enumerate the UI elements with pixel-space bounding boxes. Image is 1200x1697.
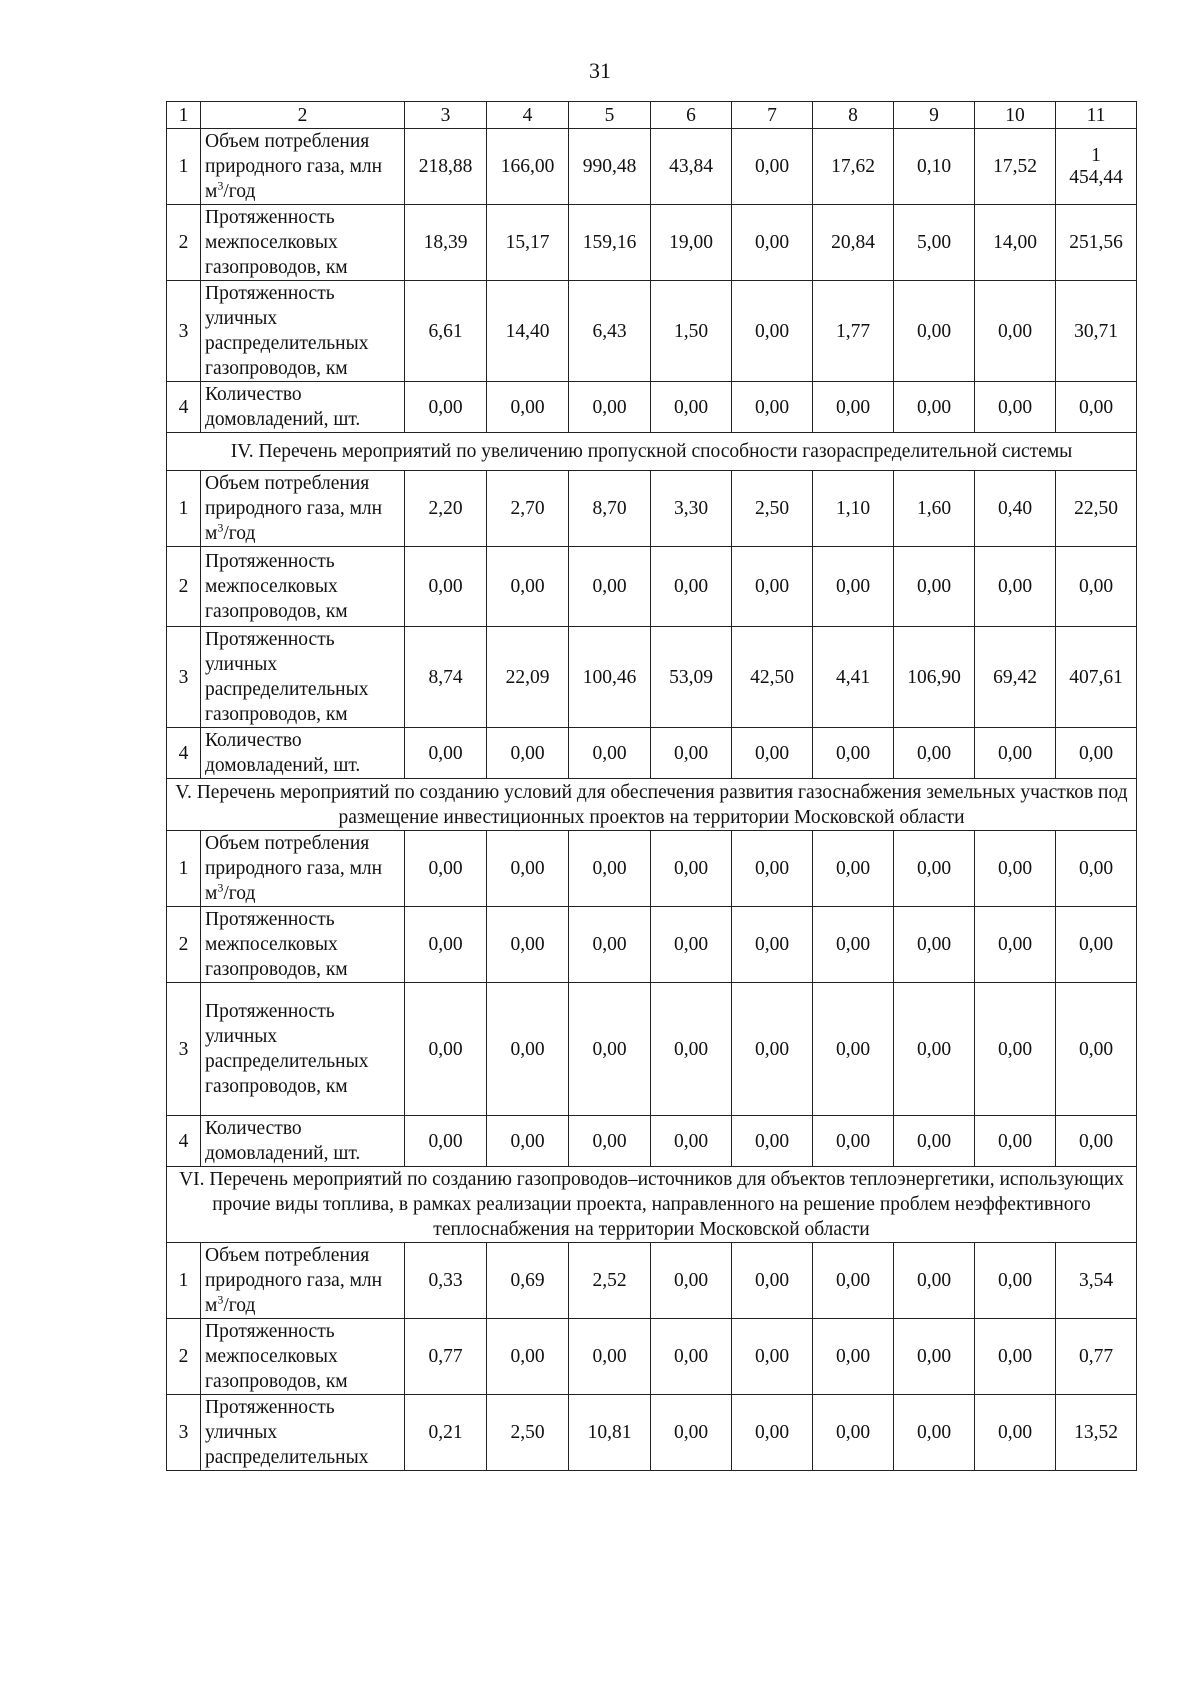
header-cell: 2 xyxy=(201,102,405,129)
row-number: 1 xyxy=(167,471,201,547)
value-cell: 1,77 xyxy=(813,281,894,382)
value-cell: 0,00 xyxy=(975,831,1056,907)
value-cell: 1,60 xyxy=(894,471,975,547)
row-name-unit: /год xyxy=(223,883,256,904)
value-cell: 0,00 xyxy=(487,1319,569,1395)
value-cell: 0,00 xyxy=(487,907,569,983)
value-cell: 14,40 xyxy=(487,281,569,382)
value-cell: 15,17 xyxy=(487,205,569,281)
value-cell: 1,50 xyxy=(651,281,732,382)
value-cell: 0,00 xyxy=(405,728,487,779)
value-cell: 106,90 xyxy=(894,627,975,728)
row-name: Протяженность уличных распределительных xyxy=(201,1395,405,1471)
table-row xyxy=(167,1243,1137,1319)
value-cell: 0,00 xyxy=(732,281,813,382)
value-cell: 0,00 xyxy=(651,831,732,907)
table-row xyxy=(167,1319,1137,1395)
value-cell: 0,10 xyxy=(894,129,975,205)
value-cell: 43,84 xyxy=(651,129,732,205)
value-cell: 0,00 xyxy=(894,1395,975,1471)
header-cell: 8 xyxy=(813,102,894,129)
value-cell: 0,00 xyxy=(651,1243,732,1319)
value-cell: 0,00 xyxy=(975,1116,1056,1167)
row-name-superscript: 3 xyxy=(217,520,224,535)
value-cell: 100,46 xyxy=(569,627,651,728)
value-cell: 0,00 xyxy=(975,728,1056,779)
row-number: 2 xyxy=(167,907,201,983)
value-cell: 0,00 xyxy=(569,382,651,433)
header-cell: 9 xyxy=(894,102,975,129)
row-number: 1 xyxy=(167,129,201,205)
row-number: 2 xyxy=(167,1319,201,1395)
value-cell: 19,00 xyxy=(651,205,732,281)
value-cell xyxy=(1056,129,1137,205)
table-row xyxy=(167,129,1137,205)
value-part: 1 xyxy=(1091,144,1101,166)
row-number: 4 xyxy=(167,1116,201,1167)
value-cell: 8,70 xyxy=(569,471,651,547)
value-cell: 22,50 xyxy=(1056,471,1137,547)
table-row xyxy=(167,547,1137,627)
header-cell: 6 xyxy=(651,102,732,129)
value-cell: 407,61 xyxy=(1056,627,1137,728)
value-cell: 69,42 xyxy=(975,627,1056,728)
value-cell: 53,09 xyxy=(651,627,732,728)
value-cell: 0,00 xyxy=(487,1116,569,1167)
value-cell: 0,00 xyxy=(651,547,732,627)
value-cell: 0,00 xyxy=(894,1243,975,1319)
value-cell: 0,00 xyxy=(732,547,813,627)
value-cell: 0,00 xyxy=(651,1319,732,1395)
value-cell: 218,88 xyxy=(405,129,487,205)
row-number: 4 xyxy=(167,382,201,433)
value-cell: 0,00 xyxy=(894,547,975,627)
value-cell: 3,30 xyxy=(651,471,732,547)
value-cell: 0,69 xyxy=(487,1243,569,1319)
row-number: 2 xyxy=(167,205,201,281)
value-cell: 0,00 xyxy=(405,907,487,983)
value-cell: 17,52 xyxy=(975,129,1056,205)
value-cell: 0,00 xyxy=(1056,547,1137,627)
page-number: 31 xyxy=(589,58,611,83)
value-cell: 0,77 xyxy=(405,1319,487,1395)
value-cell: 0,00 xyxy=(813,1395,894,1471)
value-cell: 2,70 xyxy=(487,471,569,547)
row-name: Количество домовладений, шт. xyxy=(201,728,405,779)
section-title: V. Перечень мероприятий по созданию условий для обеспечения развития газоснабжения земельных участков под размещение инвестиционных проектов на территории Московской области xyxy=(167,779,1137,831)
row-name: Протяженность уличных распределительных газопроводов, км xyxy=(201,983,405,1116)
value-cell: 0,00 xyxy=(894,1116,975,1167)
row-name xyxy=(201,471,405,547)
row-number: 3 xyxy=(167,1395,201,1471)
value-cell: 0,21 xyxy=(405,1395,487,1471)
row-number: 3 xyxy=(167,281,201,382)
row-name-text: Объем потребления природного газа, млн м xyxy=(205,833,383,904)
header-cell: 1 xyxy=(167,102,201,129)
value-cell: 0,00 xyxy=(813,728,894,779)
value-cell: 0,77 xyxy=(1056,1319,1137,1395)
row-name xyxy=(201,129,405,205)
value-cell: 0,00 xyxy=(813,1319,894,1395)
table-body xyxy=(167,102,1137,1471)
value-cell: 0,00 xyxy=(651,728,732,779)
value-cell: 0,00 xyxy=(732,205,813,281)
table-row xyxy=(167,382,1137,433)
value-cell: 2,52 xyxy=(569,1243,651,1319)
header-cell: 5 xyxy=(569,102,651,129)
table-row xyxy=(167,983,1137,1116)
row-number: 3 xyxy=(167,983,201,1116)
value-cell: 0,00 xyxy=(405,382,487,433)
table-row xyxy=(167,907,1137,983)
value-cell: 0,00 xyxy=(894,382,975,433)
value-cell: 30,71 xyxy=(1056,281,1137,382)
value-cell: 0,00 xyxy=(894,831,975,907)
value-cell: 13,52 xyxy=(1056,1395,1137,1471)
value-cell: 4,41 xyxy=(813,627,894,728)
value-cell: 0,00 xyxy=(975,1395,1056,1471)
value-cell: 0,00 xyxy=(405,983,487,1116)
value-cell: 0,00 xyxy=(1056,382,1137,433)
value-cell: 0,00 xyxy=(1056,1116,1137,1167)
data-table xyxy=(166,101,1137,1471)
value-cell: 0,00 xyxy=(813,983,894,1116)
value-cell: 0,00 xyxy=(732,1116,813,1167)
value-cell: 0,00 xyxy=(732,1243,813,1319)
value-cell: 2,20 xyxy=(405,471,487,547)
table-row xyxy=(167,1395,1137,1471)
value-cell: 10,81 xyxy=(569,1395,651,1471)
value-cell: 0,00 xyxy=(487,983,569,1116)
value-cell: 0,00 xyxy=(894,728,975,779)
value-cell: 0,00 xyxy=(732,728,813,779)
row-name-text: Объем потребления природного газа, млн м xyxy=(205,473,383,544)
value-cell: 6,43 xyxy=(569,281,651,382)
value-cell: 3,54 xyxy=(1056,1243,1137,1319)
value-cell: 166,00 xyxy=(487,129,569,205)
row-name-superscript: 3 xyxy=(217,178,224,193)
row-name: Протяженность межпоселковых газопроводов, км xyxy=(201,547,405,627)
row-name-unit: /год xyxy=(223,523,256,544)
value-cell: 0,00 xyxy=(975,281,1056,382)
value-cell: 0,00 xyxy=(651,382,732,433)
row-name: Протяженность межпоселковых газопроводов, км xyxy=(201,907,405,983)
table-row xyxy=(167,627,1137,728)
table-row xyxy=(167,281,1137,382)
value-cell: 0,00 xyxy=(975,547,1056,627)
value-cell: 990,48 xyxy=(569,129,651,205)
value-cell: 0,00 xyxy=(732,1319,813,1395)
value-cell: 0,00 xyxy=(651,1395,732,1471)
table-row xyxy=(167,1116,1137,1167)
value-cell: 0,00 xyxy=(813,907,894,983)
row-name: Протяженность межпоселковых газопроводов, км xyxy=(201,1319,405,1395)
value-cell: 0,00 xyxy=(569,831,651,907)
value-cell: 0,00 xyxy=(1056,983,1137,1116)
header-cell: 11 xyxy=(1056,102,1137,129)
header-cell: 3 xyxy=(405,102,487,129)
row-name-text: Объем потребления природного газа, млн м xyxy=(205,131,383,202)
value-cell: 0,00 xyxy=(569,728,651,779)
value-part: 454,44 xyxy=(1069,166,1123,188)
value-cell: 0,00 xyxy=(732,983,813,1116)
value-cell: 5,00 xyxy=(894,205,975,281)
value-cell: 0,00 xyxy=(569,1319,651,1395)
value-cell: 17,62 xyxy=(813,129,894,205)
value-cell: 0,00 xyxy=(487,831,569,907)
value-cell: 0,00 xyxy=(975,983,1056,1116)
value-cell: 0,00 xyxy=(813,1116,894,1167)
row-name-superscript: 3 xyxy=(217,880,224,895)
value-cell: 1,10 xyxy=(813,471,894,547)
value-cell: 0,00 xyxy=(487,547,569,627)
value-cell: 0,00 xyxy=(894,1319,975,1395)
section-title-row xyxy=(167,1167,1137,1243)
value-cell: 0,00 xyxy=(651,983,732,1116)
header-cell: 7 xyxy=(732,102,813,129)
value-cell: 0,40 xyxy=(975,471,1056,547)
header-row xyxy=(167,102,1137,129)
value-cell: 0,33 xyxy=(405,1243,487,1319)
table-row xyxy=(167,831,1137,907)
section-title: IV. Перечень мероприятий по увеличению пропускной способности газораспределительной системы xyxy=(167,433,1137,471)
row-name xyxy=(201,1243,405,1319)
row-number: 1 xyxy=(167,1243,201,1319)
value-cell: 0,00 xyxy=(1056,907,1137,983)
header-cell: 4 xyxy=(487,102,569,129)
value-cell: 0,00 xyxy=(732,831,813,907)
value-cell: 0,00 xyxy=(651,1116,732,1167)
row-number: 4 xyxy=(167,728,201,779)
value-cell: 0,00 xyxy=(1056,831,1137,907)
value-cell: 14,00 xyxy=(975,205,1056,281)
section-title: VI. Перечень мероприятий по созданию газопроводов–источников для объектов теплоэнергетики, использующих прочие виды топлива, в рамках реализации проекта, направленного на решение проблем неэффективного теплоснабжения на территории Московской области xyxy=(167,1167,1137,1243)
row-name xyxy=(201,831,405,907)
row-name-superscript: 3 xyxy=(217,1292,224,1307)
row-name: Протяженность межпоселковых газопроводов, км xyxy=(201,205,405,281)
value-cell: 0,00 xyxy=(732,382,813,433)
value-cell: 0,00 xyxy=(651,907,732,983)
value-cell: 159,16 xyxy=(569,205,651,281)
table-row xyxy=(167,471,1137,547)
row-number: 3 xyxy=(167,627,201,728)
value-cell: 0,00 xyxy=(732,907,813,983)
value-cell: 8,74 xyxy=(405,627,487,728)
value-cell: 0,00 xyxy=(975,1243,1056,1319)
value-cell: 0,00 xyxy=(405,547,487,627)
value-cell: 0,00 xyxy=(569,983,651,1116)
value-cell: 0,00 xyxy=(813,382,894,433)
table-row xyxy=(167,205,1137,281)
value-cell: 42,50 xyxy=(732,627,813,728)
value-cell: 0,00 xyxy=(894,907,975,983)
row-number: 1 xyxy=(167,831,201,907)
value-cell: 0,00 xyxy=(975,907,1056,983)
row-name: Протяженность уличных распределительных газопроводов, км xyxy=(201,281,405,382)
header-cell: 10 xyxy=(975,102,1056,129)
value-cell: 2,50 xyxy=(732,471,813,547)
value-cell: 0,00 xyxy=(405,831,487,907)
section-title-row xyxy=(167,779,1137,831)
value-cell: 22,09 xyxy=(487,627,569,728)
value-cell: 0,00 xyxy=(813,831,894,907)
value-cell: 0,00 xyxy=(487,382,569,433)
value-cell: 0,00 xyxy=(732,129,813,205)
row-name: Количество домовладений, шт. xyxy=(201,1116,405,1167)
table-row xyxy=(167,728,1137,779)
value-cell: 20,84 xyxy=(813,205,894,281)
value-cell: 0,00 xyxy=(894,281,975,382)
value-cell: 0,00 xyxy=(569,547,651,627)
value-cell: 0,00 xyxy=(813,547,894,627)
row-name: Протяженность уличных распределительных газопроводов, км xyxy=(201,627,405,728)
row-name-unit: /год xyxy=(223,1295,256,1316)
value-cell: 0,00 xyxy=(569,1116,651,1167)
value-cell: 0,00 xyxy=(405,1116,487,1167)
value-cell: 0,00 xyxy=(894,983,975,1116)
value-cell: 0,00 xyxy=(732,1395,813,1471)
row-name-text: Объем потребления природного газа, млн м xyxy=(205,1245,383,1316)
value-cell: 0,00 xyxy=(813,1243,894,1319)
row-name-unit: /год xyxy=(223,181,256,202)
row-number: 2 xyxy=(167,547,201,627)
section-title-row xyxy=(167,433,1137,471)
value-cell: 18,39 xyxy=(405,205,487,281)
value-cell: 0,00 xyxy=(975,1319,1056,1395)
value-cell: 0,00 xyxy=(487,728,569,779)
row-name: Количество домовладений, шт. xyxy=(201,382,405,433)
value-cell: 0,00 xyxy=(1056,728,1137,779)
value-cell: 6,61 xyxy=(405,281,487,382)
value-cell: 0,00 xyxy=(975,382,1056,433)
value-cell: 2,50 xyxy=(487,1395,569,1471)
value-cell: 0,00 xyxy=(569,907,651,983)
value-cell: 251,56 xyxy=(1056,205,1137,281)
